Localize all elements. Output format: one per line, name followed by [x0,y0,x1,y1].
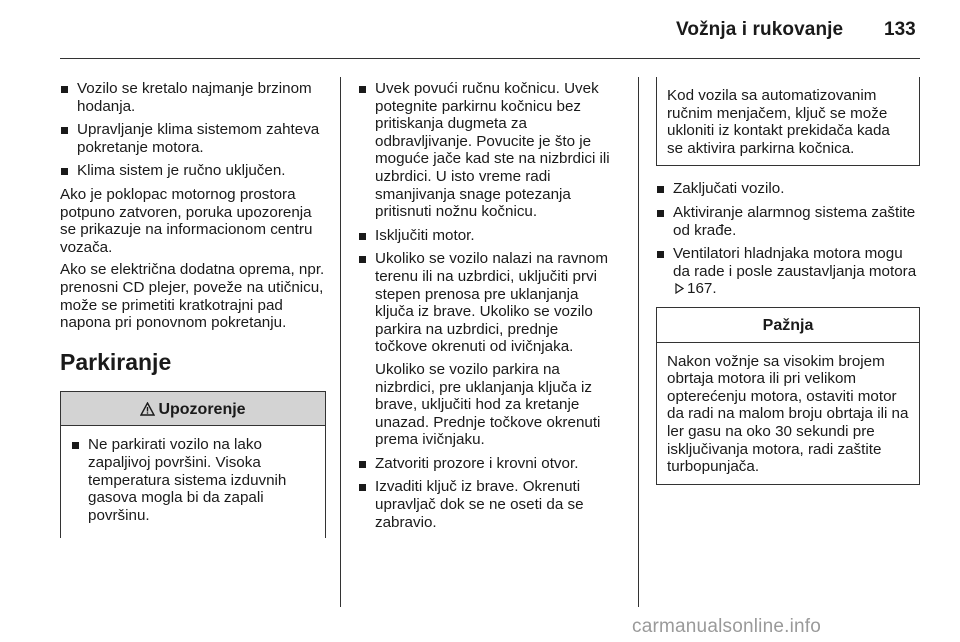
watermark: carmanualsonline.info [632,616,822,637]
list-item: Upravljanje klima sistemom zahteva pokretanje motora. [60,121,326,156]
list-item: Ne parkirati vozilo na lako zapaljivoj površini. Visoka temperatura sistema izduvnih gasova mogla bi da zapali površinu. [71,436,315,524]
page-reference-arrow-icon [675,283,684,294]
column-1 [60,80,326,538]
list-item-text: Ukoliko se vozilo nalazi na ravnom terenu ili na uzbrdici, uključiti prvi stepen prenosa pre uklanjanja ključa iz brave. Ukoliko se vozilo parkira na uzbrdici, prednje točkove okrenuti od ivičnjaka. [375,250,608,356]
caution-box-body: Nakon vožnje sa visokim brojem obrtaja motora ili pri velikom opterećenju motora, ostaviti motor da radi na malom broju obrtaja ili na ler gasu na oko 30 sekundi pre isključivanja motora, radi zaštite turbopunjača. [667,352,909,476]
list-item: Isključiti motor. [358,227,611,245]
warning-box-list [71,436,315,524]
list-item: Zatvoriti prozore i krovni otvor. [358,455,611,473]
note-box [656,77,920,166]
column-3 [656,77,920,485]
caution-box-title: Pažnja [657,308,919,343]
list-item-continuation: Ukoliko se vozilo parkira na nizbrdici, pre uklanjanja ključa iz brave, uključiti hod za kretanje unazad. Prednje točkove okrenuti prema ivičnjaku. [375,360,601,449]
page-reference-number[interactable]: 167. [687,280,717,298]
warning-box-title-text: Upozorenje [158,400,246,418]
caution-box [656,307,920,485]
list-item: Klima sistem je ručno uključen. [60,162,326,180]
list-item-text: Ventilatori hladnjaka motora mogu da rade i posle zaustavljanja motora [673,245,917,280]
list-item: Aktiviranje alarmnog sistema zaštite od krađe. [656,204,920,239]
paragraph-voltage-drop: Ako se električna dodatna oprema, npr. prenosni CD plejer, poveže na utičnicu, može se primetiti kratkotrajni pad napona pri ponovnom pokretanju. [60,261,325,332]
warning-triangle-icon [140,402,155,416]
warning-box-body [61,426,325,538]
column-2-bullet-list [358,80,611,531]
page-header-title: Vožnja i rukovanje [676,19,844,40]
list-item: Vozilo se kretalo najmanje brzinom hodanja. [60,80,326,115]
list-item: Zaključati vozilo. [656,180,920,198]
note-box-text: Kod vozila sa automatizovanim ručnim menjačem, ključ se može ukloniti iz kontakt prekidača kada se aktivira parkirna kočnica. [667,87,890,157]
paragraph-bonnet-warning: Ako je poklopac motornog prostora potpuno zatvoren, poruka upozorenja se prikazuje na informacionom centru vozača. [60,185,313,256]
column-divider-left [340,77,341,607]
warning-box-title [61,392,325,427]
list-item [656,245,920,298]
header-divider [60,58,920,59]
column-2 [358,80,611,537]
page-number: 133 [884,19,916,40]
column-divider-right [638,77,639,607]
section-heading-parking: Parkiranje [60,348,172,375]
list-item: Uvek povući ručnu kočnicu. Uvek potegnite parkirnu kočnicu bez pritiskanja dugmeta za odbravljivanje. Povucite je što je moguće jače kad ste na nizbrdici ili uzbrdici. U isto vreme radi smanjivanja snage potezanja pritisnuti nožnu kočnicu. [358,80,611,221]
list-item [358,250,611,449]
list-item: Izvaditi ključ iz brave. Okrenuti upravljač dok se ne oseti da se zabravio. [358,478,611,531]
column-3-bullet-list [656,180,920,298]
warning-box [60,391,326,539]
column-1-bullet-list [60,80,326,180]
